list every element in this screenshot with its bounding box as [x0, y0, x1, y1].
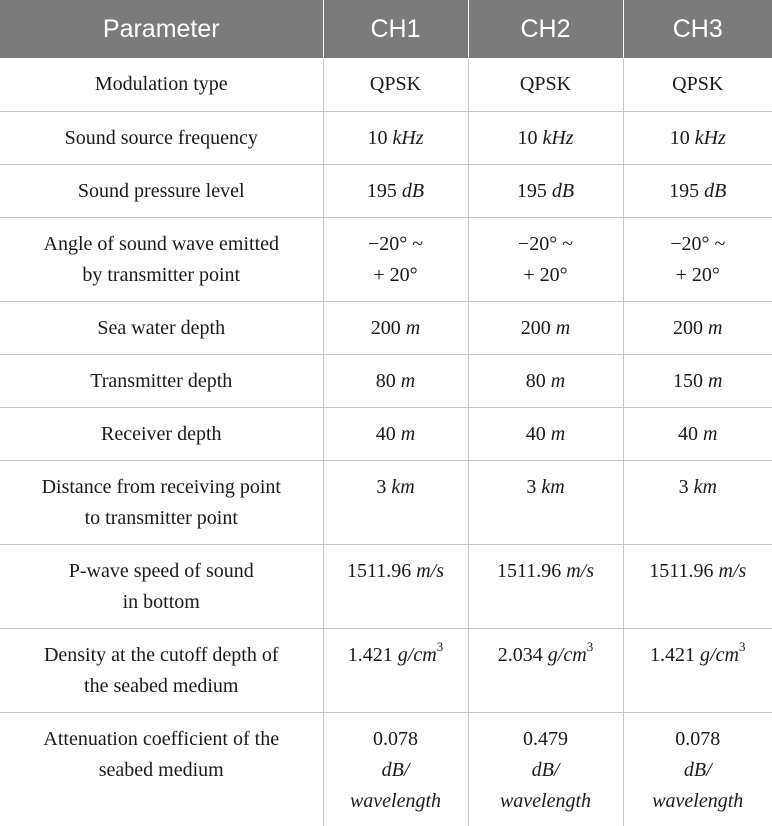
ch2-cell	[468, 354, 623, 407]
ch3-cell	[623, 301, 772, 354]
ch1-cell	[323, 628, 468, 712]
value-line: −20° ~	[670, 232, 726, 255]
ch3-cell	[623, 111, 772, 164]
value-number: 1511.96	[346, 559, 417, 582]
value-number: 2.034	[497, 643, 548, 666]
value-number: 10	[517, 126, 543, 149]
value-line: −20° ~	[367, 232, 424, 255]
value-number: QPSK	[369, 73, 422, 95]
value-number: 0.479	[523, 727, 568, 750]
parameter-label: Receiver depth	[101, 422, 222, 445]
value-unit: wavelength	[652, 789, 744, 812]
ch3-cell	[623, 164, 772, 217]
value-unit: m	[708, 369, 723, 392]
value-unit: dB	[401, 179, 425, 202]
parameter-cell	[0, 111, 323, 164]
value-unit: dB/	[531, 758, 560, 781]
ch2-cell	[468, 712, 623, 826]
ch1-cell	[323, 354, 468, 407]
table-row	[0, 354, 772, 407]
table-row	[0, 58, 772, 111]
ch1-cell	[323, 164, 468, 217]
value-number: 150	[673, 369, 709, 392]
parameter-label: in bottom	[122, 590, 200, 613]
value-unit: m	[708, 316, 723, 339]
value-line: + 20°	[675, 263, 720, 286]
table-row	[0, 217, 772, 301]
value-unit: m/s	[566, 559, 595, 582]
ch2-cell	[468, 217, 623, 301]
ch1-cell	[323, 544, 468, 628]
value-unit: g/cm	[397, 643, 437, 666]
value-number: 10	[367, 126, 393, 149]
parameter-label: P-wave speed of sound	[68, 559, 254, 582]
value-number: 10	[669, 126, 695, 149]
ch3-cell	[623, 407, 772, 460]
parameter-label: Sea water depth	[97, 316, 226, 339]
table-row	[0, 628, 772, 712]
value-number: 195	[669, 179, 705, 202]
parameter-cell	[0, 712, 323, 826]
value-number: 40	[678, 422, 704, 445]
table-row	[0, 712, 772, 826]
value-number: 40	[525, 422, 551, 445]
value-number: QPSK	[519, 73, 572, 95]
value-number: 200	[673, 316, 709, 339]
value-unit: dB	[551, 179, 575, 202]
ch2-cell	[468, 164, 623, 217]
ch2-cell	[468, 544, 623, 628]
ch2-cell	[468, 628, 623, 712]
table-row	[0, 544, 772, 628]
value-number: 200	[370, 316, 406, 339]
parameter-label: the seabed medium	[84, 674, 239, 697]
parameter-label: by transmitter point	[82, 263, 241, 286]
parameter-label: Modulation type	[94, 73, 228, 95]
value-line: + 20°	[373, 263, 418, 286]
value-unit: m	[550, 369, 566, 392]
parameter-label: Transmitter depth	[90, 369, 233, 392]
parameter-label: Distance from receiving point	[41, 475, 281, 498]
value-unit: wavelength	[349, 789, 442, 812]
value-unit: g/cm	[700, 643, 739, 666]
table-row	[0, 407, 772, 460]
ch3-cell	[623, 354, 772, 407]
value-unit: m/s	[718, 559, 747, 582]
value-unit: dB	[704, 179, 727, 202]
value-unit: m	[555, 316, 571, 339]
value-number: 0.078	[675, 727, 721, 750]
parameter-label: Sound source frequency	[64, 126, 258, 149]
ch3-cell	[623, 544, 772, 628]
value-number: 80	[525, 369, 551, 392]
value-unit: kHz	[392, 126, 424, 149]
parameter-cell	[0, 217, 323, 301]
value-number: 3	[678, 475, 694, 498]
parameter-label: Sound pressure level	[77, 179, 245, 202]
parameter-cell	[0, 460, 323, 544]
value-unit: km	[391, 475, 415, 498]
parameter-label: Attenuation coefficient of the	[43, 727, 280, 750]
ch2-cell	[468, 111, 623, 164]
ch2-cell	[468, 407, 623, 460]
header-parameter: Parameter	[0, 0, 323, 58]
value-unit: wavelength	[499, 789, 592, 812]
ch1-cell	[323, 58, 468, 111]
value-unit: m	[405, 316, 421, 339]
unit-exponent: 3	[586, 638, 594, 654]
ch3-cell	[623, 460, 772, 544]
ch1-cell	[323, 712, 468, 826]
value-unit: kHz	[542, 126, 574, 149]
ch3-cell	[623, 628, 772, 712]
ch1-cell	[323, 111, 468, 164]
parameter-label: Density at the cutoff depth of	[43, 643, 279, 666]
table-row	[0, 460, 772, 544]
table-row	[0, 111, 772, 164]
parameter-cell	[0, 628, 323, 712]
parameter-cell	[0, 407, 323, 460]
value-unit: kHz	[694, 126, 726, 149]
ch2-cell	[468, 301, 623, 354]
header-ch2: CH2	[468, 0, 623, 58]
parameter-cell	[0, 301, 323, 354]
ch3-cell	[623, 58, 772, 111]
value-unit: m	[400, 369, 416, 392]
value-unit: dB/	[381, 758, 410, 781]
unit-exponent: 3	[738, 638, 746, 654]
value-number: 40	[375, 422, 401, 445]
value-number: 195	[516, 179, 552, 202]
parameter-cell	[0, 58, 323, 111]
ch1-cell	[323, 217, 468, 301]
value-unit: g/cm	[547, 643, 587, 666]
parameter-cell	[0, 544, 323, 628]
value-number: 1511.96	[496, 559, 567, 582]
parameter-cell	[0, 164, 323, 217]
ch2-cell	[468, 460, 623, 544]
value-number: 3	[376, 475, 392, 498]
parameter-label: to transmitter point	[84, 506, 238, 529]
value-line: −20° ~	[517, 232, 574, 255]
parameter-label: Angle of sound wave emitted	[43, 232, 279, 255]
value-unit: km	[541, 475, 565, 498]
value-unit: m/s	[416, 559, 445, 582]
table-row	[0, 301, 772, 354]
ch1-cell	[323, 407, 468, 460]
value-number: 1511.96	[649, 559, 719, 582]
value-line: + 20°	[523, 263, 568, 286]
value-unit: dB/	[683, 758, 712, 781]
table-row	[0, 164, 772, 217]
parameter-label: seabed medium	[98, 758, 224, 781]
value-number: 1.421	[650, 643, 701, 666]
ch1-cell	[323, 301, 468, 354]
value-number: 0.078	[373, 727, 418, 750]
value-number: 195	[366, 179, 402, 202]
ch1-cell	[323, 460, 468, 544]
value-number: 200	[520, 316, 556, 339]
header-row	[0, 0, 772, 58]
value-number: 3	[526, 475, 542, 498]
ch3-cell	[623, 217, 772, 301]
unit-exponent: 3	[436, 638, 444, 654]
value-unit: m	[703, 422, 718, 445]
value-number: QPSK	[672, 73, 724, 95]
value-number: 80	[375, 369, 401, 392]
ch3-cell	[623, 712, 772, 826]
header-ch1: CH1	[323, 0, 468, 58]
value-unit: m	[550, 422, 566, 445]
value-number: 1.421	[347, 643, 398, 666]
header-ch3: CH3	[623, 0, 772, 58]
parameter-cell	[0, 354, 323, 407]
value-unit: m	[400, 422, 416, 445]
value-unit: km	[693, 475, 717, 498]
ch2-cell	[468, 58, 623, 111]
